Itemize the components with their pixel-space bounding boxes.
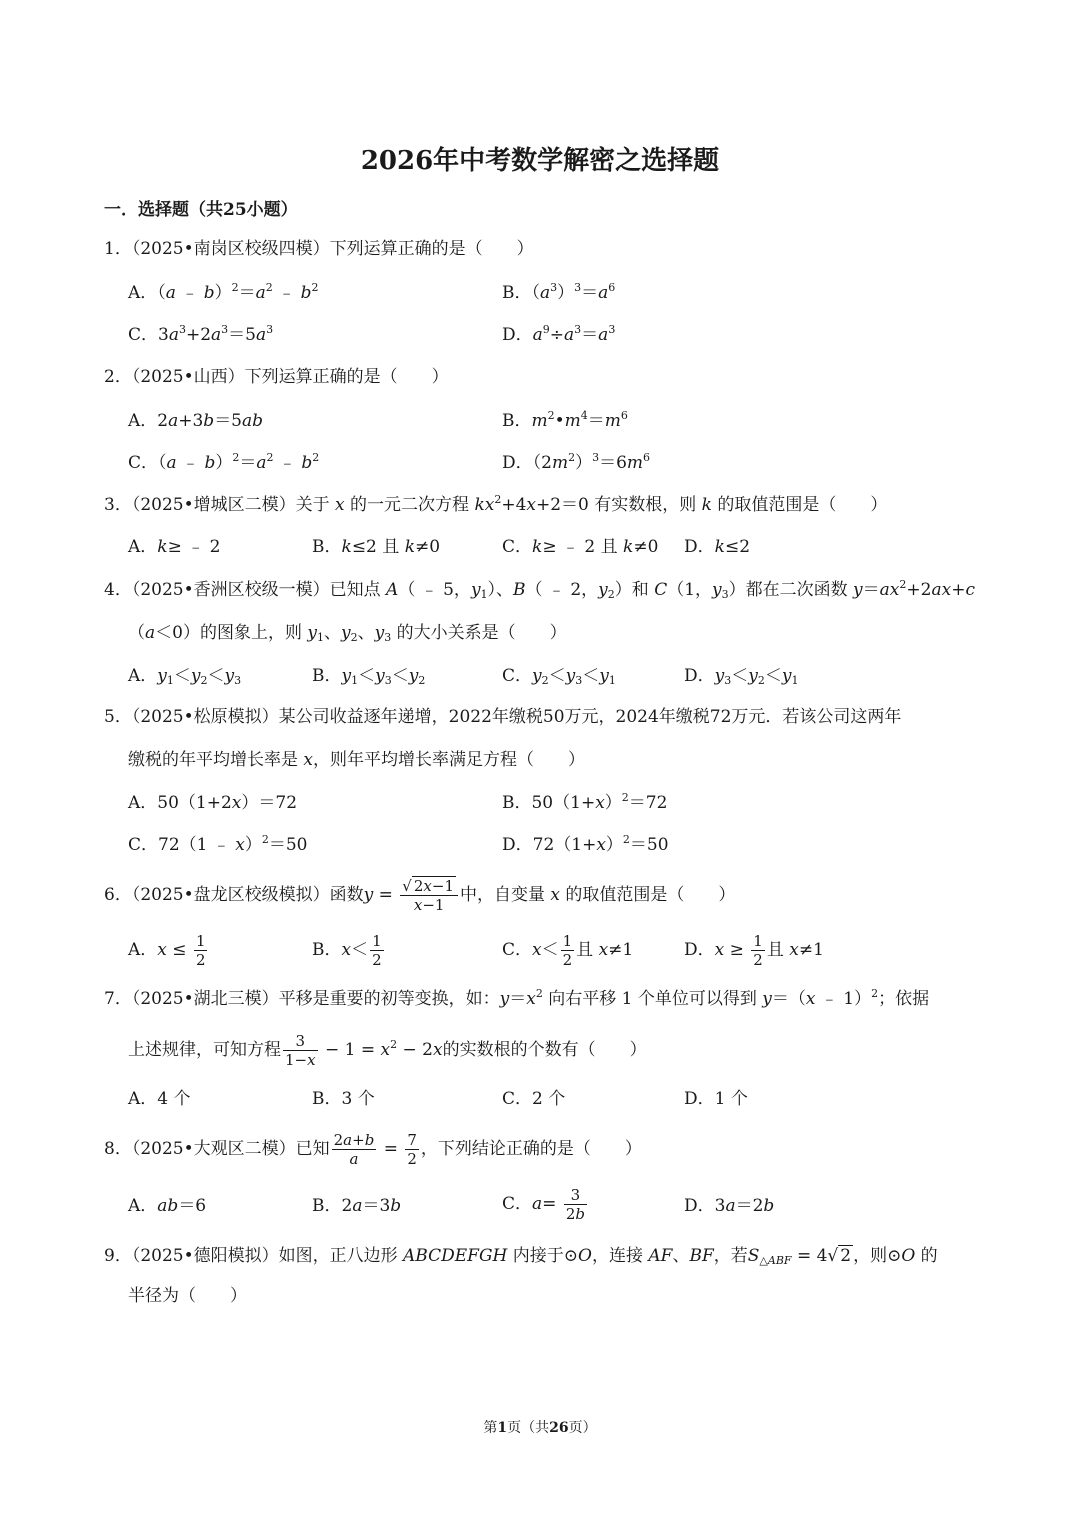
q5-option-a: A．50（1+2x）＝72 (128, 793, 298, 813)
current-page: 1 (497, 1420, 508, 1436)
q2-option-d: D．$(2m^2)^3=6m^6$ (502, 451, 651, 473)
q3-option-d: D．k≤2 (684, 537, 751, 557)
question-1: 1．（2025•南岗区校级四模）下列运算正确的是（ ） (104, 239, 534, 259)
q4-option-a: A．$y_1<y_2<y_3$ (128, 666, 242, 687)
q3-option-b: B．k≤2 且 k≠0 (312, 537, 441, 557)
q4-option-d: D．$y_3<y_2<y_1$ (684, 666, 799, 687)
q8-option-c: C．a= $\frac{3}{2b}$ (502, 1186, 585, 1223)
q1-option-a: A．（a ﹣ $b)^2=a^2$ ﹣ $b^2$ (128, 281, 319, 303)
q5-option-c: C．72（1 ﹣ x）$^2$＝50 (128, 833, 308, 855)
q3-option-c: C．k≥ ﹣ 2 且 k≠0 (502, 537, 659, 557)
question-5: 5．（2025•松原模拟）某公司收益逐年递增，2022年缴税50万元，2024年缴税72万元．若该公司这两年 (104, 707, 902, 727)
question-4: 4．（2025•香洲区校级一模）已知点 A（ ﹣ 5，$y_1$）、B（ ﹣ 2，$y_2$）和 C（1，$y_3$）都在二次函数 $y=ax^2+2ax+c$ (104, 578, 975, 601)
page-footer: 第1页（共26页） (483, 1420, 597, 1436)
question-7: 7．（2025•湖北三模）平移是重要的初等变换，如：$y=x^2$ 向右平移 1 个单位可以得到 y＝（x ﹣ 1）$^2$；依据 (104, 987, 930, 1009)
question-8: 8．（2025•大观区二模）已知 $\frac{2a+b}{a}$ = $\frac{7}{2}$ ，下列结论正确的是（ ） (104, 1131, 642, 1168)
q8-option-a: A．ab＝6 (128, 1196, 207, 1216)
question-4-line2: （a＜0）的图象上，则 $y_1$、$y_2$、$y_3$ 的大小关系是（ ） (128, 623, 567, 644)
q2-option-b: B．$m^2•m^4=m^6$ (502, 409, 628, 431)
q4-option-b: B．$y_1<y_3<y_2$ (312, 666, 426, 687)
q1-option-b: B．$(a^3)^3=a^6$ (502, 281, 616, 303)
page-title: 2026年中考数学解密之选择题 (360, 146, 720, 176)
q6-option-b: B．x＜ $\frac{1}{2}$ (312, 932, 382, 969)
q7-option-b: B．3 个 (312, 1089, 375, 1109)
q6-option-d: D．x ≥ $\frac{1}{2}$ 且 x≠1 (684, 932, 824, 969)
q8-option-b: B．2a＝3b (312, 1196, 402, 1216)
question-5-line2: 缴税的年平均增长率是 x，则年平均增长率满足方程（ ） (128, 750, 585, 770)
question-6: 6．（2025•盘龙区校级模拟）函数y = $\frac{√ 2x-1}{x-1}$ 中，自变量 x 的取值范围是（ ） (104, 877, 736, 914)
q6-option-a: A．x ≤ $\frac{1}{2}$ (128, 932, 206, 969)
section-heading: 一．选择题（共25小题） (104, 200, 298, 220)
q2-option-a: A．2a+3b＝5ab (128, 411, 264, 431)
q6-option-c: C．x＜ $\frac{1}{2}$ 且 x≠1 (502, 932, 634, 969)
question-9: 9．（2025•德阳模拟）如图，正八边形 ABCDEFGH 内接于⊙O，连接 AF、BF，若$S_{\triangle ABF} = 4√$ 2 ，则⊙O 的 (104, 1246, 938, 1267)
q8-option-d: D．3a＝2b (684, 1196, 775, 1216)
q7-option-d: D．1 个 (684, 1089, 748, 1109)
q1-option-d: D．$a^9\div a^3=a^3$ (502, 323, 616, 345)
q1-option-c: C．$3a^3+2a^3=5a^3$ (128, 323, 274, 345)
q4-option-c: C．$y_2<y_3<y_1$ (502, 666, 616, 687)
q7-option-c: C．2 个 (502, 1089, 566, 1109)
q5-option-d: D．$72(1+x)^2=50$ (502, 833, 669, 855)
q2-option-c: C．（a ﹣ $b)^2=a^2$ ﹣ $b^2$ (128, 451, 320, 473)
question-2: 2．（2025•山西）下列运算正确的是（ ） (104, 367, 449, 387)
question-3: 3．（2025•增城区二模）关于 x 的一元二次方程 $kx^2+4x+2=0$ 有实数根，则 k 的取值范围是（ ） (104, 493, 888, 515)
question-9-line2: 半径为（ ） (128, 1286, 247, 1306)
question-7-line2: 上述规律，可知方程 $\frac{3}{1-x}$ − $1 = x^2 - 2x$的实数根的个数有（ ） (128, 1032, 647, 1069)
q3-option-a: A．k≥ ﹣ 2 (128, 537, 221, 557)
q7-option-a: A．4 个 (128, 1089, 191, 1109)
total-pages: 26 (549, 1420, 569, 1436)
q5-option-b: B．$50(1+x)^2=72$ (502, 791, 668, 813)
